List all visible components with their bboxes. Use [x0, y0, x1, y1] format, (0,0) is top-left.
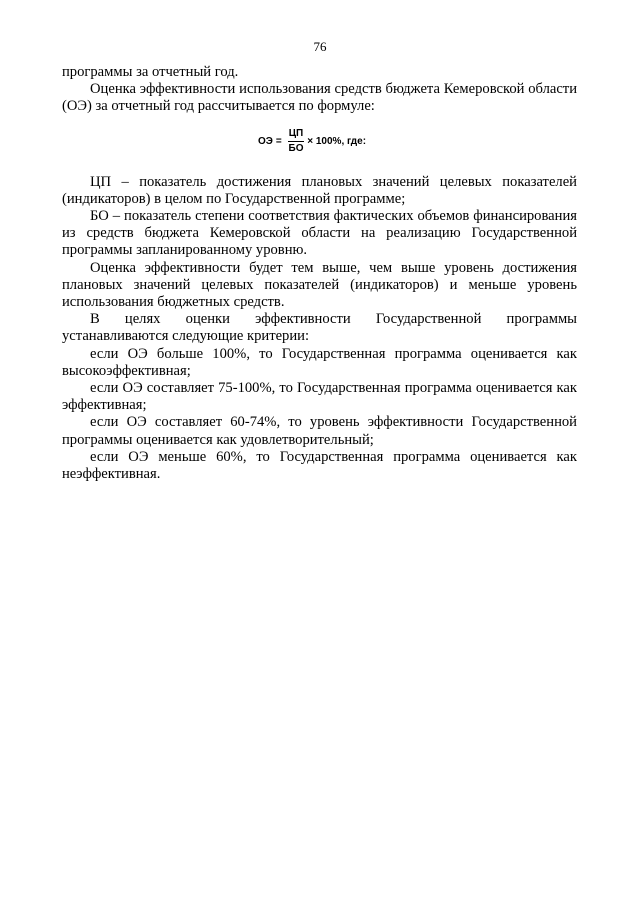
criteria-word: Государственной — [375, 311, 482, 328]
criterion-highly-effective: если ОЭ больше 100%, то Государственная программа оценивается как высокоэффективная; — [62, 345, 577, 379]
paragraph-criteria-intro-line1 — [62, 311, 577, 328]
criterion-ineffective: если ОЭ меньше 60%, то Государственная программа оценивается как неэффективная. — [62, 448, 577, 483]
document-body — [62, 64, 577, 483]
criterion-effective: если ОЭ составляет 75-100%, то Государственная программа оценивается как эффективная; — [62, 380, 577, 414]
formula-block — [62, 116, 577, 174]
criteria-word: В — [90, 311, 100, 328]
formula-rhs: × 100%, где: — [307, 135, 367, 147]
criterion-satisfactory: если ОЭ составляет 60-74%, то уровень эффективности Государственной программы оценивается как удовлетворительный; — [62, 414, 577, 448]
formula-equals: = — [275, 135, 282, 147]
page-number: 76 — [313, 39, 327, 54]
paragraph-bo-definition: БО – показатель степени соответствия фактических объемов финансирования из средств бюджета Кемеровской области на реализацию Государственной программы запланированному уровню. — [62, 208, 577, 259]
formula-lhs: ОЭ — [258, 135, 273, 147]
formula-numerator: ЦП — [288, 128, 305, 142]
criteria-word: программы — [506, 311, 577, 328]
paragraph-cp-definition: ЦП – показатель достижения плановых значений целевых показателей (индикаторов) в целом по Государственной программе; — [62, 173, 577, 207]
formula-fraction — [288, 128, 305, 155]
paragraph-criteria-intro-line2: устанавливаются следующие критерии: — [62, 328, 310, 345]
paragraph-intro-formula: Оценка эффективности использования средств бюджета Кемеровской области (ОЭ) за отчетный год рассчитывается по формуле: — [62, 81, 577, 115]
criteria-word: оценки — [185, 311, 230, 328]
paragraph-continuation: программы за отчетный год. — [62, 64, 239, 80]
formula-denominator: БО — [288, 142, 304, 154]
paragraph-evaluation-note: Оценка эффективности будет тем выше, чем выше уровень достижения плановых значений целевых показателей (индикаторов) и меньше уровень использования бюджетных средств. — [62, 259, 577, 311]
criteria-word: эффективности — [255, 311, 351, 328]
criteria-word: целях — [124, 311, 161, 328]
efficiency-formula — [258, 128, 366, 155]
